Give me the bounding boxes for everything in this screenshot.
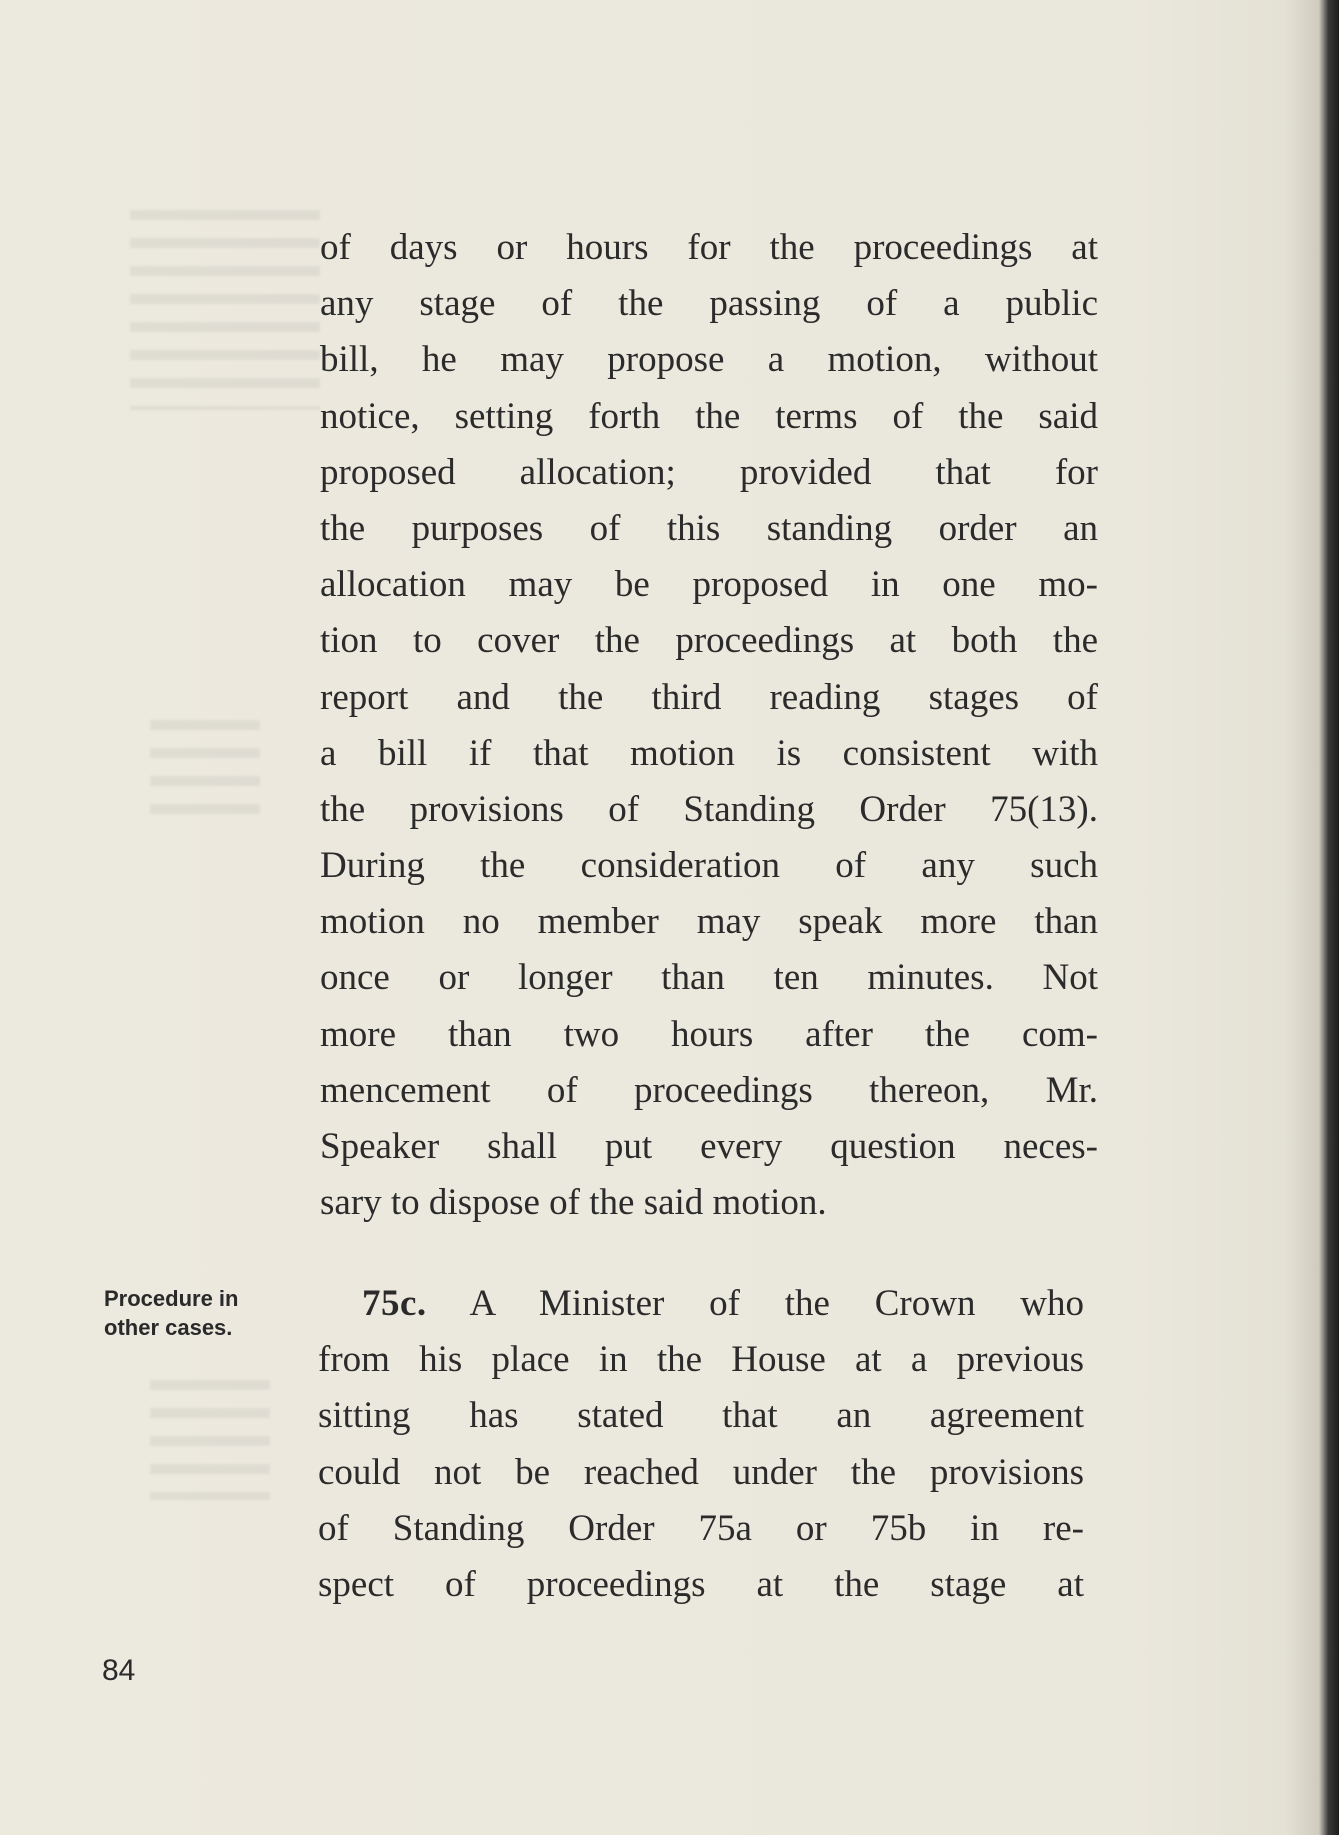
- text-line: of days or hours for the proceedings at: [320, 227, 1098, 268]
- text-line: from his place in the House at a previous: [318, 1339, 1084, 1381]
- text-line: sitting has stated that an agreement: [318, 1395, 1084, 1437]
- text-line: During the consideration of any such: [320, 845, 1098, 887]
- text-line: notice, setting forth the terms of the said: [320, 395, 1098, 437]
- text-line: of Standing Order 75a or 75b in re-: [318, 1507, 1084, 1549]
- margin-note-line: Procedure in: [104, 1286, 239, 1311]
- text-line-content: A Minister of the Crown who: [469, 1283, 1084, 1324]
- text-line: [318, 1276, 1084, 1332]
- text-line: spect of proceedings at the stage at: [318, 1563, 1084, 1605]
- order-number: 75c.: [362, 1283, 427, 1324]
- text-line: motion no member may speak more than: [320, 901, 1098, 943]
- text-line: any stage of the passing of a public: [320, 283, 1098, 325]
- text-line: more than two hours after the com-: [320, 1013, 1098, 1055]
- show-through-text: [130, 210, 320, 410]
- show-through-text: [150, 720, 260, 820]
- margin-note-line: other cases.: [104, 1315, 233, 1340]
- standing-order-75c: [318, 1276, 1084, 1613]
- text-line: allocation may be proposed in one mo-: [320, 564, 1098, 606]
- text-line: mencement of proceedings thereon, Mr.: [320, 1069, 1098, 1111]
- text-line: the purposes of this standing order an: [320, 507, 1098, 549]
- text-line: sary to dispose of the said motion.: [320, 1182, 827, 1224]
- text-line: a bill if that motion is consistent with: [320, 732, 1098, 774]
- text-line: report and the third reading stages of: [320, 676, 1098, 718]
- page-number: 84: [102, 1654, 136, 1687]
- text-line: tion to cover the proceedings at both the: [320, 620, 1098, 662]
- text-line: once or longer than ten minutes. Not: [320, 957, 1098, 999]
- paragraph-continued: [320, 220, 1098, 1231]
- show-through-text: [150, 1380, 270, 1500]
- text-line: could not be reached under the provisions: [318, 1451, 1084, 1493]
- text-line: Speaker shall put every question neces-: [320, 1126, 1098, 1167]
- margin-note: [104, 1284, 238, 1342]
- text-line: proposed allocation; provided that for: [320, 451, 1098, 493]
- text-line: bill, he may propose a motion, without: [320, 339, 1098, 381]
- text-line: the provisions of Standing Order 75(13).: [320, 788, 1098, 830]
